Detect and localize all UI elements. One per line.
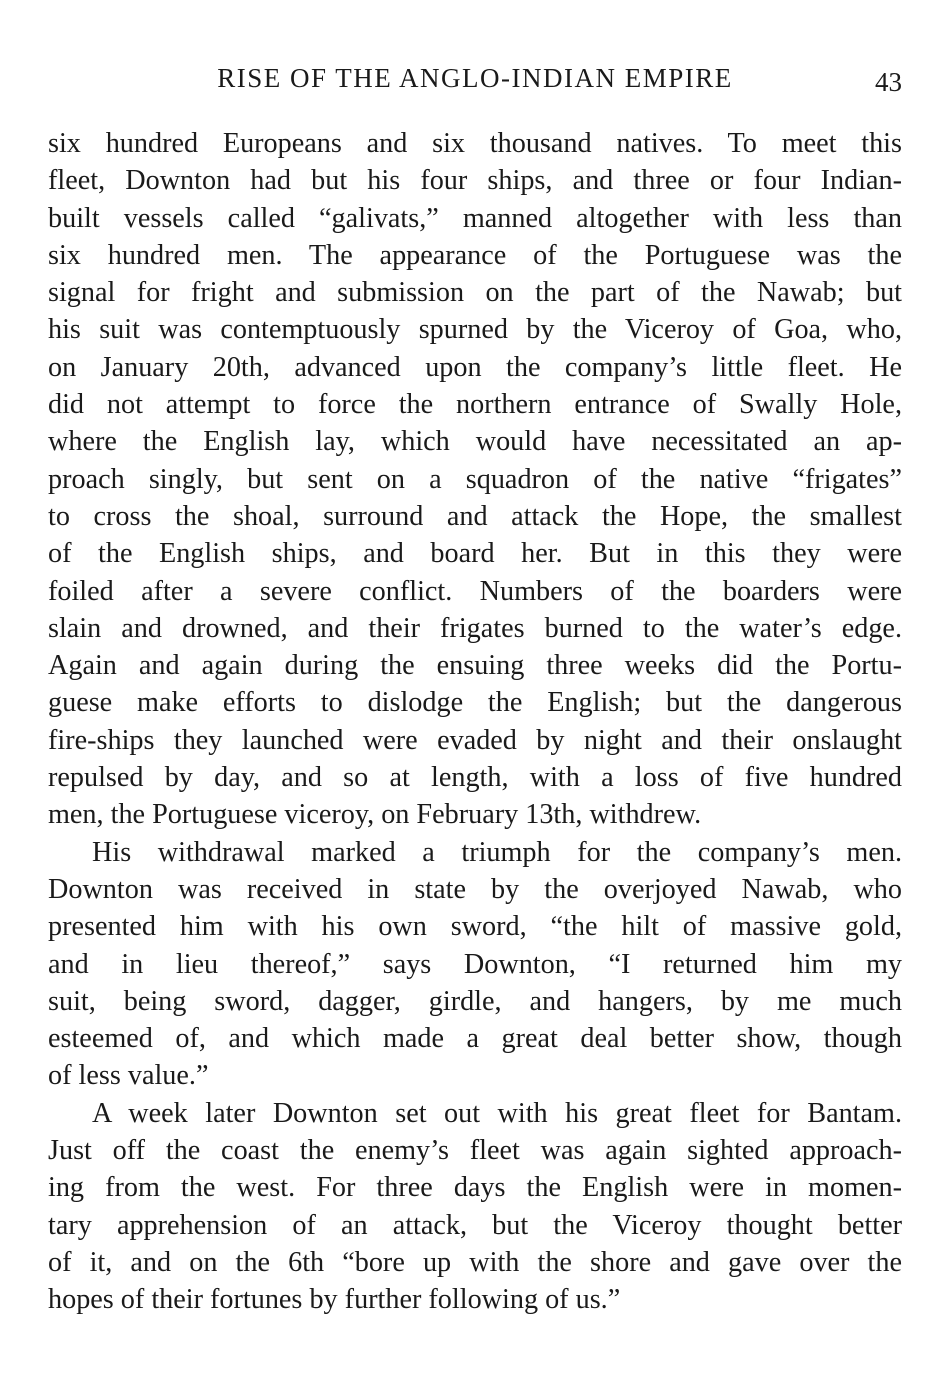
text-line: signal for fright and submission on the part of the Nawab; but — [48, 277, 902, 309]
text-line: Downton was received in state by the overjoyed Nawab, who — [48, 873, 902, 905]
text-line: tary apprehension of an attack, but the Viceroy thought better — [48, 1209, 902, 1241]
text-line: and in lieu thereof,” says Downton, “I returned him my — [48, 948, 902, 980]
running-title: RISE OF THE ANGLO-INDIAN EMPIRE — [217, 63, 733, 93]
page-number: 43 — [875, 67, 902, 97]
text-line: slain and drowned, and their frigates burned to the water’s edge. — [48, 612, 902, 644]
text-line: fire-ships they launched were evaded by night and their onslaught — [48, 724, 902, 756]
text-line: Just off the coast the enemy’s fleet was again sighted approach- — [48, 1135, 902, 1167]
text-line: Again and again during the ensuing three weeks did the Portu- — [48, 650, 902, 682]
body-text — [48, 125, 902, 1319]
text-line: ing from the west. For three days the English were in momen- — [48, 1172, 902, 1204]
text-line: A week later Downton set out with his great fleet for Bantam. — [92, 1097, 902, 1129]
page-header — [48, 58, 902, 98]
text-line: on January 20th, advanced upon the company’s little fleet. He — [48, 351, 902, 383]
text-line: repulsed by day, and so at length, with a loss of five hundred — [48, 762, 902, 794]
text-line: his suit was contemptuously spurned by the Viceroy of Goa, who, — [48, 314, 902, 346]
text-line: men, the Portuguese viceroy, on February 13th, withdrew. — [48, 799, 702, 831]
text-line: His withdrawal marked a triumph for the company’s men. — [92, 836, 902, 868]
text-line: of the English ships, and board her. But in this they were — [48, 538, 902, 570]
text-line: hopes of their fortunes by further following of us.” — [48, 1284, 621, 1316]
text-line: to cross the shoal, surround and attack the Hope, the smallest — [48, 500, 902, 532]
paragraph — [48, 834, 902, 1095]
text-line: suit, being sword, dagger, girdle, and hangers, by me much — [48, 985, 902, 1017]
text-line: fleet, Downton had but his four ships, and three or four Indian- — [48, 165, 902, 197]
text-line: of less value.” — [48, 1060, 209, 1092]
paragraph — [48, 125, 902, 834]
text-line: esteemed of, and which made a great deal better show, though — [48, 1023, 902, 1055]
text-line: six hundred men. The appearance of the Portuguese was the — [48, 239, 902, 271]
text-line: presented him with his own sword, “the hilt of massive gold, — [48, 911, 902, 943]
text-line: of it, and on the 6th “bore up with the shore and gave over the — [48, 1246, 902, 1278]
text-line: guese make efforts to dislodge the English; but the dangerous — [48, 687, 902, 719]
text-line: built vessels called “galivats,” manned altogether with less than — [48, 202, 902, 234]
text-line: proach singly, but sent on a squadron of the native “frigates” — [48, 463, 902, 495]
paragraph — [48, 1095, 902, 1319]
text-line: foiled after a severe conflict. Numbers of the boarders were — [48, 575, 902, 607]
text-line: where the English lay, which would have necessitated an ap- — [48, 426, 902, 458]
text-line: six hundred Europeans and six thousand natives. To meet this — [48, 128, 902, 159]
text-line: did not attempt to force the northern entrance of Swally Hole, — [48, 389, 902, 421]
